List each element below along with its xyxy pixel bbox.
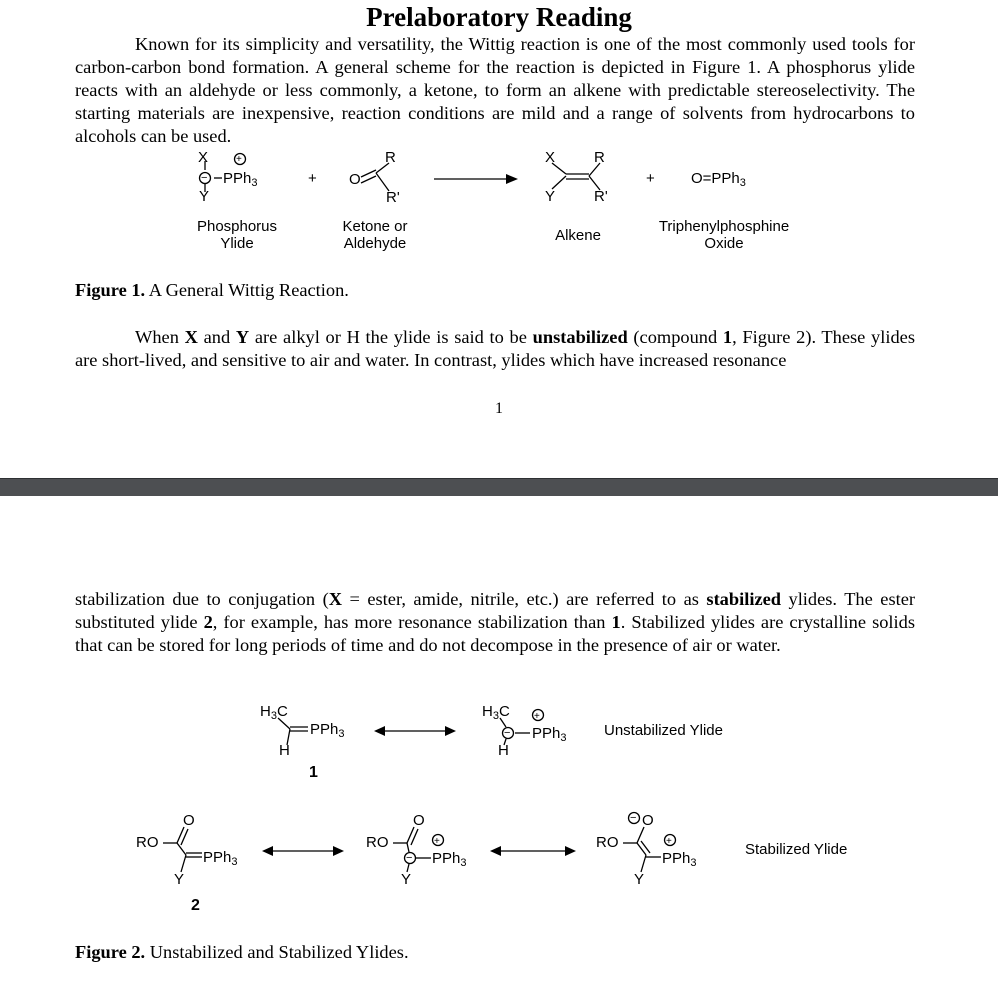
paragraph-stabilized: stabilization due to conjugation (X = ester, amide, nitrile, etc.) are referred to as stabilized ylides. The ester substituted ylide 2, for example, has more resonance stabilization than 1. Stabilized ylides are crystalline solids that can be stored for long periods of time and do not decompose in the presence of air or water. bbox=[75, 589, 916, 655]
intro-paragraph: Known for its simplicity and versatility, the Wittig reaction is one of the most commonly used tools for carbon-carbon bond formation. A general scheme for the reaction is depicted in Figure 1. A phosphorus ylide reacts with an aldehyde or less commonly, a ketone, to form an alkene with predictable stereoselectivity. The starting materials are inexpensive, reaction conditions are mild and a range of solvents from hydrocarbons to alcohols can be used. bbox=[75, 34, 915, 146]
compound-1-label: 1 bbox=[309, 764, 318, 781]
plus-sign-1: + bbox=[308, 170, 317, 187]
alkene-rp: R' bbox=[594, 188, 608, 205]
c-oxyanion-sign: − bbox=[630, 812, 637, 824]
figure-1-caption: Figure 1. A General Wittig Reaction. bbox=[75, 280, 349, 300]
c1y-h3c: $H_3C$ bbox=[482, 703, 510, 722]
label-phosphorus-ylide: Phosphorus Ylide bbox=[196, 218, 278, 252]
c-bond-co bbox=[637, 827, 644, 843]
c1-pph3: PPh$_3$ bbox=[310, 721, 345, 740]
b-carbanion-sign: − bbox=[406, 852, 413, 864]
paragraph-unstabilized: When X and Y are alkyl or H the ylide is said to be unstabilized (compound 1, Figure 2). These ylides are short-lived, and sensitive to air and water. In contrast, ylides which have increased resonance bbox=[75, 327, 915, 370]
a-pph3: PPh$_3$ bbox=[203, 849, 238, 868]
a-bond-y bbox=[181, 855, 186, 872]
c1y-pph3: PPh$_3$ bbox=[532, 725, 567, 744]
unstabilized-ylide-label: Unstabilized Ylide bbox=[604, 722, 723, 739]
label-triphenylphosphine-oxide: Triphenylphosphine Oxide bbox=[658, 218, 790, 252]
ylide-pph3: PPh$_3$ bbox=[223, 170, 258, 189]
ylide-y: Y bbox=[199, 188, 210, 205]
a-ro: RO bbox=[136, 834, 159, 851]
figure-2-caption: Figure 2. Unstabilized and Stabilized Ylides. bbox=[75, 942, 409, 962]
c-bond-y bbox=[641, 855, 646, 872]
c1-h3c: $H_3C$ bbox=[260, 703, 288, 722]
plus-sign-2: + bbox=[646, 170, 655, 187]
c-phosphonium-sign: + bbox=[666, 836, 672, 847]
c-ro: RO bbox=[596, 834, 619, 851]
compound-2-label: 2 bbox=[191, 897, 200, 914]
page-title: Prelaboratory Reading bbox=[366, 2, 632, 32]
carbonyl-rp: R' bbox=[386, 189, 400, 206]
ylide-x: X bbox=[198, 149, 209, 166]
b-y: Y bbox=[401, 871, 412, 888]
carbonyl-o: O bbox=[349, 171, 361, 188]
stabilized-ylide-label: Stabilized Ylide bbox=[745, 841, 848, 858]
alkene-y: Y bbox=[545, 188, 556, 205]
c1-h: H bbox=[279, 742, 290, 759]
b-phosphonium-sign: + bbox=[434, 836, 440, 847]
b-pph3: PPh$_3$ bbox=[432, 850, 467, 869]
b-ro: RO bbox=[366, 834, 389, 851]
carbonyl-r: R bbox=[385, 149, 396, 166]
a-y: Y bbox=[174, 871, 185, 888]
label-alkene: Alkene bbox=[555, 227, 601, 244]
carbanion-sign: − bbox=[201, 172, 208, 184]
c-y: Y bbox=[634, 871, 645, 888]
a-o: O bbox=[183, 812, 195, 829]
phosphonium-sign: + bbox=[236, 154, 242, 165]
c1y-phosphonium-sign: + bbox=[534, 711, 540, 722]
label-ketone-aldehyde: Ketone or Aldehyde bbox=[342, 218, 408, 252]
c1y-h: H bbox=[498, 742, 509, 759]
page-number: 1 bbox=[495, 400, 503, 417]
c1y-carbanion-sign: − bbox=[504, 727, 511, 739]
b-o: O bbox=[413, 812, 425, 829]
alkene-r: R bbox=[594, 149, 605, 166]
alkene-x: X bbox=[545, 149, 556, 166]
c-o: O bbox=[642, 812, 654, 829]
tppo-formula: O=PPh$_3$ bbox=[691, 170, 746, 189]
c-pph3: PPh$_3$ bbox=[662, 850, 697, 869]
